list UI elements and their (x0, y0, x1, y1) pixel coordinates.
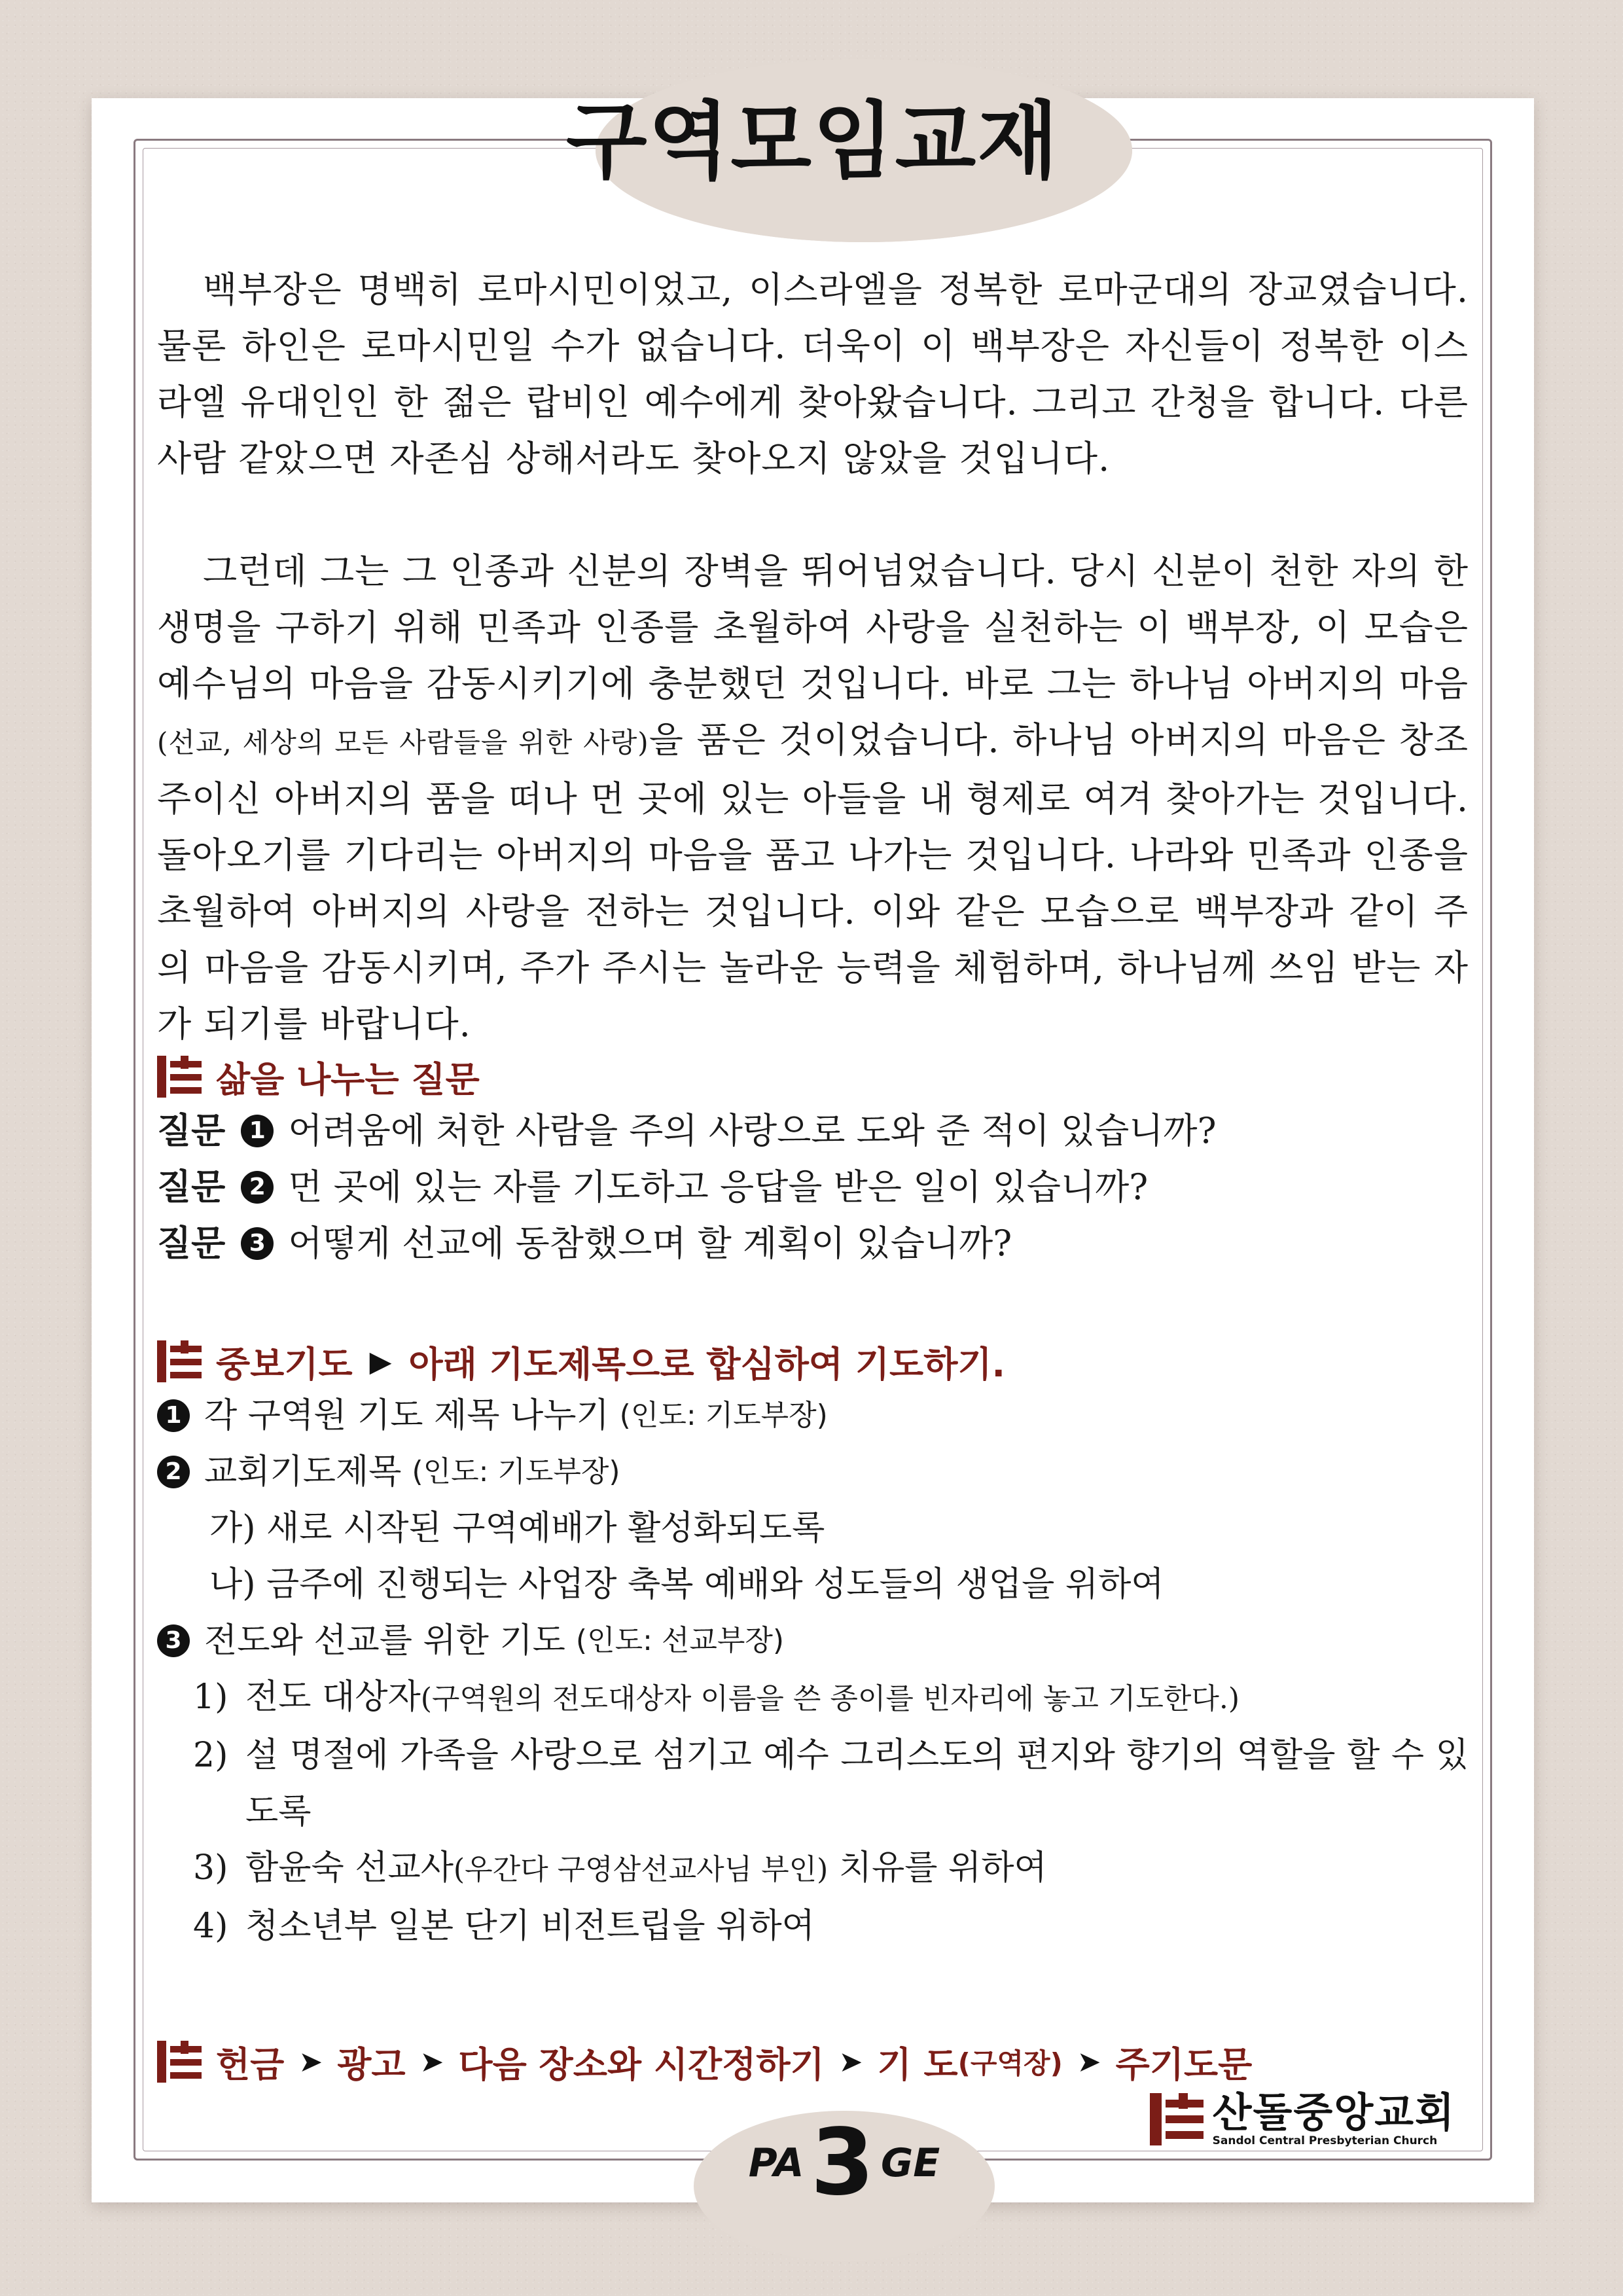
question-3 (157, 1215, 1469, 1272)
prayer-item-3 (157, 1613, 1469, 1669)
question-2 (157, 1159, 1469, 1215)
list-text: 설 명절에 가족을 사랑으로 섬기고 예수 그리스도의 편지와 향기의 역할을 할 수 있도록 (245, 1736, 1469, 1831)
list-number: 3) (193, 1848, 228, 1888)
page-prefix: PA (748, 2140, 804, 2186)
page-suffix: GE (881, 2140, 940, 2186)
church-prayer-sub-1: 가) 새로 시작된 구역예배가 활성화되도록 (209, 1509, 825, 1548)
church-logo-icon (1150, 2093, 1204, 2145)
play-arrow-icon: ▶ (369, 1344, 392, 1378)
mission-sub-2 (157, 1727, 1469, 1840)
step-prayer: 기 도 (877, 2043, 958, 2085)
paragraph-2-parenthetical: (선교, 세상의 모든 사람들을 위한 사랑) (157, 726, 649, 759)
arrow-right-icon: ➤ (419, 2045, 444, 2079)
list-number: 4) (193, 1907, 228, 1946)
intercession-heading (157, 1335, 1469, 1388)
prayer-item-1 (157, 1388, 1469, 1444)
church-name-korean: 산돌중앙교회 (1212, 2089, 1455, 2136)
number-circle-2: 2 (241, 1171, 274, 1204)
step-offering: 헌금 (216, 2043, 285, 2085)
prayer-leader: (인도: 선교부장) (575, 1624, 785, 1657)
questions-heading (157, 1050, 1469, 1103)
step-lords-prayer: 주기도문 (1115, 2043, 1253, 2085)
step-announcements: 광고 (337, 2043, 406, 2085)
page-number: 3 (810, 2109, 875, 2216)
step-next-meeting: 다음 장소와 시간정하기 (458, 2043, 825, 2085)
list-parenthetical: (구역원의 전도대상자 이름을 쓴 종이를 빈자리에 놓고 기도한다.) (420, 1682, 1240, 1715)
arrow-right-icon: ➤ (1077, 2045, 1101, 2079)
arrow-right-icon: ➤ (838, 2045, 863, 2079)
intercession-section (157, 1335, 1469, 1954)
prayer-item-text: 전도와 선교를 위한 기도 (204, 1621, 565, 1660)
intro-paragraph-1: 백부장은 명백히 로마시민이었고, 이스라엘을 정복한 로마군대의 장교였습니다. 물론 하인은 로마시민일 수가 없습니다. 더욱이 이 백부장은 자신들이 정복한 이스라엘 유대인인 한 젊은 랍비인 예수에게 찾아왔습니다. 그리고 간청을 합니다. 다른 사람 같았으면 자존심 상해서라도 찾아오지 않았을 것입니다. (157, 269, 1469, 479)
list-number: 2) (193, 1736, 228, 1775)
page-number-label (694, 2109, 995, 2216)
intercession-heading-text: 중보기도 (216, 1343, 353, 1385)
church-name-english: Sandol Central Presbyterian Church (1212, 2134, 1438, 2147)
question-text: 어떻게 선교에 동참했으며 할 계획이 있습니까? (288, 1223, 1012, 1264)
service-order (157, 2036, 1469, 2088)
prayer-item-2 (157, 1444, 1469, 1500)
mission-sub-3 (157, 1840, 1469, 1898)
church-logo-icon (157, 1340, 202, 1382)
questions-section (157, 1050, 1469, 1272)
question-text: 먼 곳에 있는 자를 기도하고 응답을 받은 일이 있습니까? (288, 1166, 1149, 1208)
church-logo-icon (157, 1056, 202, 1098)
page-card (92, 93, 1534, 2216)
step-prayer-note: (구역장) (957, 2047, 1063, 2079)
list-tail: 치유를 위하여 (838, 1848, 1047, 1888)
list-text: 청소년부 일본 단기 비전트립을 위하여 (245, 1907, 815, 1946)
questions-heading-text: 삶을 나누는 질문 (216, 1058, 480, 1100)
paragraph-2-part-2: 을 품은 것이었습니다. 하나님 아버지의 마음은 창조주이신 아버지의 품을 떠나 먼 곳에 있는 아들을 내 형제로 여겨 찾아가는 것입니다. 돌아오기를 기다리는 아버지의 마음을 품고 나가는 것입니다. 나라와 민족과 인종을 초월하여 아버지의 사랑을 전하는 것입니다. 이와 같은 모습으로 백부장과 같이 주의 마음을 감동시키며, 주가 주시는 놀라운 능력을 체험하며, 하나님께 쓰임 받는 자가 되기를 바랍니다. (157, 719, 1469, 1045)
intercession-heading-sub: 아래 기도제목으로 합심하여 기도하기. (408, 1343, 1006, 1385)
question-label: 질문 (157, 1166, 226, 1208)
list-number: 1) (193, 1677, 228, 1717)
list-text: 전도 대상자 (245, 1677, 421, 1717)
number-circle-1: 1 (157, 1399, 190, 1432)
number-circle-3: 3 (157, 1624, 190, 1657)
prayer-leader: (인도: 기도부장) (619, 1399, 828, 1432)
question-label: 질문 (157, 1110, 226, 1151)
prayer-item-text: 교회기도제목 (204, 1452, 402, 1492)
question-text: 어려움에 처한 사람을 주의 사랑으로 도와 준 적이 있습니까? (288, 1110, 1217, 1151)
paragraph-2-part-1: 그런데 그는 그 인종과 신분의 장벽을 뛰어넘었습니다. 당시 신분이 천한 자의 한 생명을 구하기 위해 민족과 인종를 초월하여 사랑을 실천하는 이 백부장, 이 모습은 예수님의 마음을 감동시키기에 충분했던 것입니다. 바로 그는 하나님 아버지의 마음 (157, 550, 1469, 704)
prayer-leader: (인도: 기도부장) (412, 1455, 620, 1488)
mission-sub-4 (157, 1898, 1469, 1954)
church-logo-icon (157, 2041, 202, 2083)
number-circle-1: 1 (241, 1115, 274, 1147)
arrow-right-icon: ➤ (298, 2045, 323, 2079)
church-logo (1150, 2091, 1455, 2147)
list-parenthetical: (우간다 구영삼선교사님 부인) (453, 1853, 829, 1886)
question-1 (157, 1103, 1469, 1159)
mission-sub-1 (157, 1669, 1469, 1727)
number-circle-3: 3 (241, 1227, 274, 1260)
service-order-flow (157, 2036, 1469, 2088)
page-title: 구역모임교재 (566, 93, 1060, 190)
prayer-item-text: 각 구역원 기도 제목 나누기 (204, 1396, 609, 1435)
list-text: 함윤숙 선교사 (245, 1848, 454, 1888)
intro-paragraph-2 (157, 543, 1469, 1052)
church-prayer-sub-2: 나) 금주에 진행되는 사업장 축복 예배와 성도들의 생업을 위하여 (209, 1565, 1164, 1604)
number-circle-2: 2 (157, 1456, 190, 1488)
question-label: 질문 (157, 1223, 226, 1264)
